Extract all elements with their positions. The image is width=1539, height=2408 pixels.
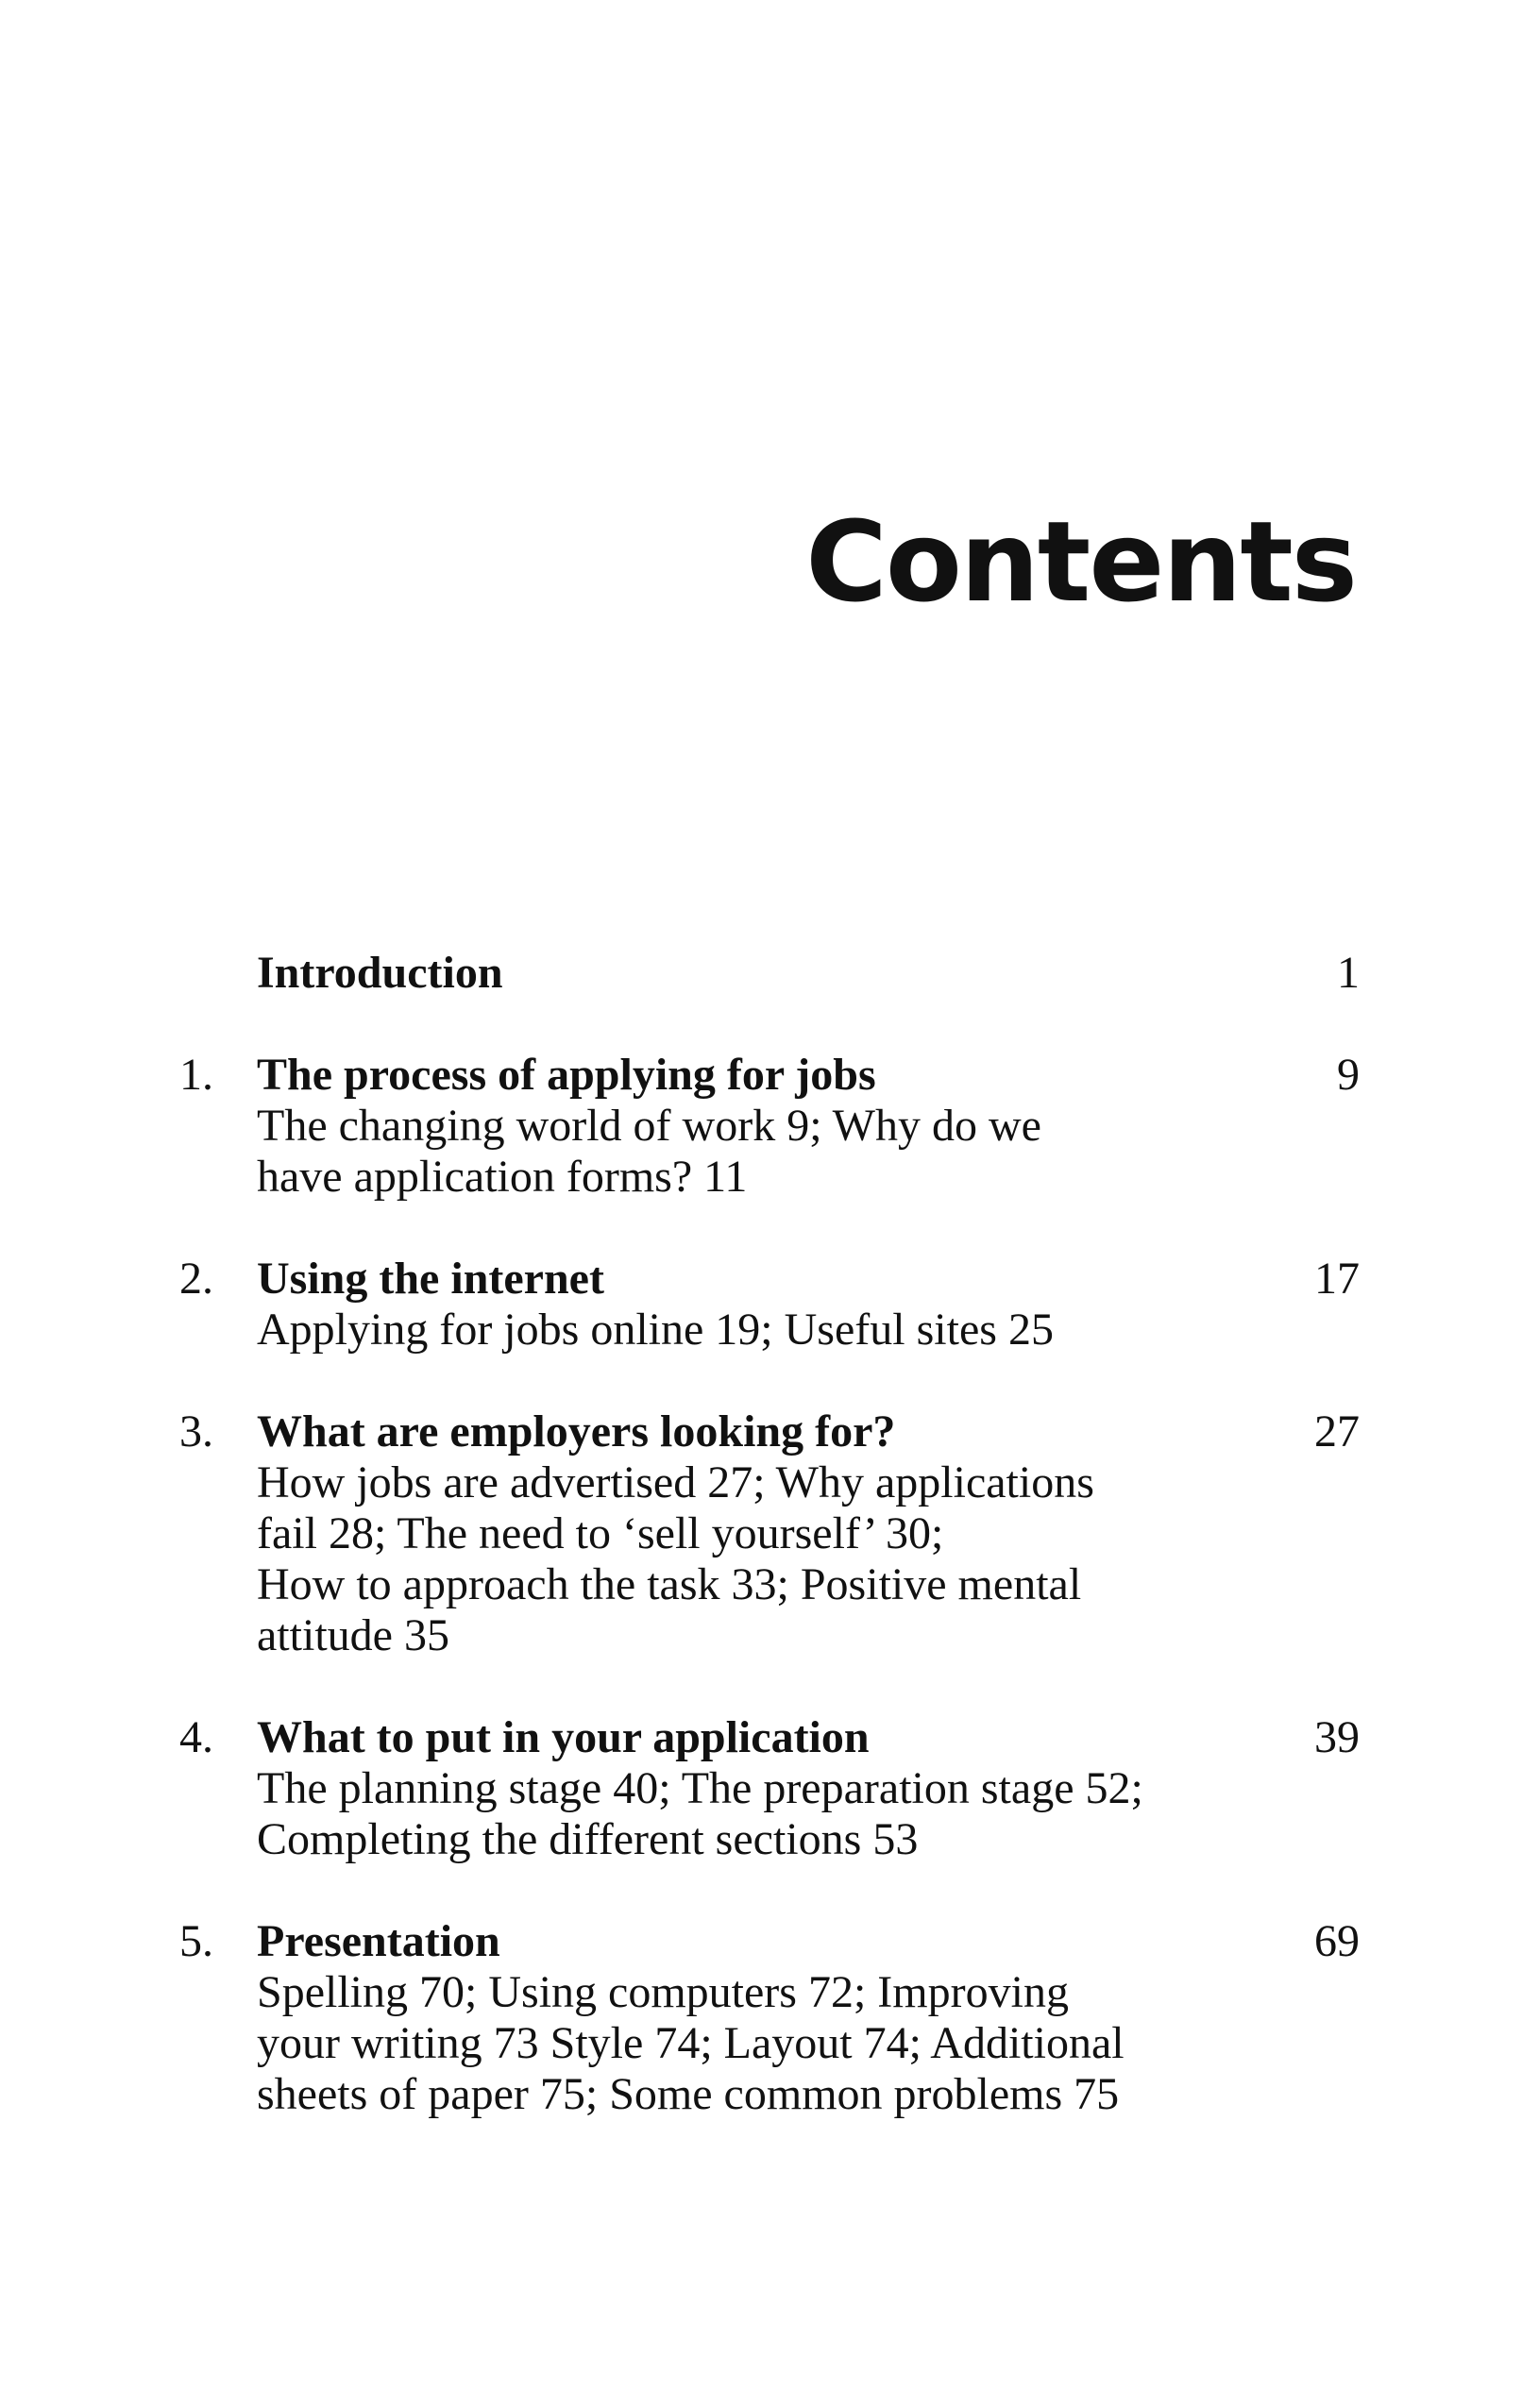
toc-entry-chapter-3 [179, 1406, 1360, 1661]
subtopic-line: How to approach the task 33; Positive mental [257, 1559, 1082, 1609]
chapter-subtopics [257, 1101, 1248, 1203]
toc-entry-head [179, 1050, 1360, 1101]
chapter-title: Presentation [257, 1916, 500, 1966]
subtopic-line: Completing the different sections 53 [257, 1814, 919, 1864]
toc-entry-head [179, 948, 1360, 999]
toc-entry-head [179, 1406, 1360, 1457]
chapter-page: 39 [1314, 1712, 1360, 1762]
chapter-title: What to put in your application [257, 1712, 870, 1762]
toc-entry-head [179, 1712, 1360, 1763]
subtopic-line: How jobs are advertised 27; Why applications [257, 1457, 1094, 1507]
subtopic-line: The changing world of work 9; Why do we [257, 1101, 1041, 1151]
toc-entry-introduction [179, 948, 1360, 999]
chapter-page: 27 [1314, 1406, 1360, 1457]
chapter-number: 3. [179, 1406, 213, 1457]
chapter-page: 9 [1337, 1050, 1360, 1100]
subtopic-line: The planning stage 40; The preparation stage 52; [257, 1763, 1143, 1813]
chapter-number: 1. [179, 1050, 213, 1100]
subtopic-line: your writing 73 Style 74; Layout 74; Additional [257, 2018, 1125, 2068]
page-title: Contents [805, 497, 1356, 627]
toc-entry-chapter-1 [179, 1050, 1360, 1203]
toc-entry-chapter-2 [179, 1254, 1360, 1356]
chapter-number: 5. [179, 1916, 213, 1966]
toc-entry-head [179, 1916, 1360, 1967]
toc-entry-chapter-4 [179, 1712, 1360, 1865]
chapter-page: 17 [1314, 1254, 1360, 1304]
chapter-number: 2. [179, 1254, 213, 1304]
chapter-number: 4. [179, 1712, 213, 1762]
chapter-subtopics [257, 1457, 1248, 1661]
chapter-subtopics [257, 1763, 1248, 1865]
chapter-subtopics [257, 1305, 1248, 1356]
subtopic-line: Spelling 70; Using computers 72; Improving [257, 1967, 1069, 2017]
toc-entry-head [179, 1254, 1360, 1305]
toc-entry-chapter-5 [179, 1916, 1360, 2120]
chapter-subtopics [257, 1967, 1248, 2120]
table-of-contents [179, 948, 1360, 2171]
chapter-page: 69 [1314, 1916, 1360, 1966]
subtopic-line: fail 28; The need to ‘sell yourself’ 30; [257, 1508, 944, 1558]
subtopic-line: have application forms? 11 [257, 1152, 748, 1202]
subtopic-line: attitude 35 [257, 1610, 449, 1660]
toc-entry-page: 1 [1337, 948, 1360, 998]
chapter-title: What are employers looking for? [257, 1406, 896, 1457]
toc-entry-title: Introduction [257, 948, 503, 998]
subtopic-line: Applying for jobs online 19; Useful sites 25 [257, 1305, 1054, 1355]
subtopic-line: sheets of paper 75; Some common problems 75 [257, 2069, 1120, 2119]
chapter-title: Using the internet [257, 1254, 604, 1304]
chapter-title: The process of applying for jobs [257, 1050, 876, 1100]
